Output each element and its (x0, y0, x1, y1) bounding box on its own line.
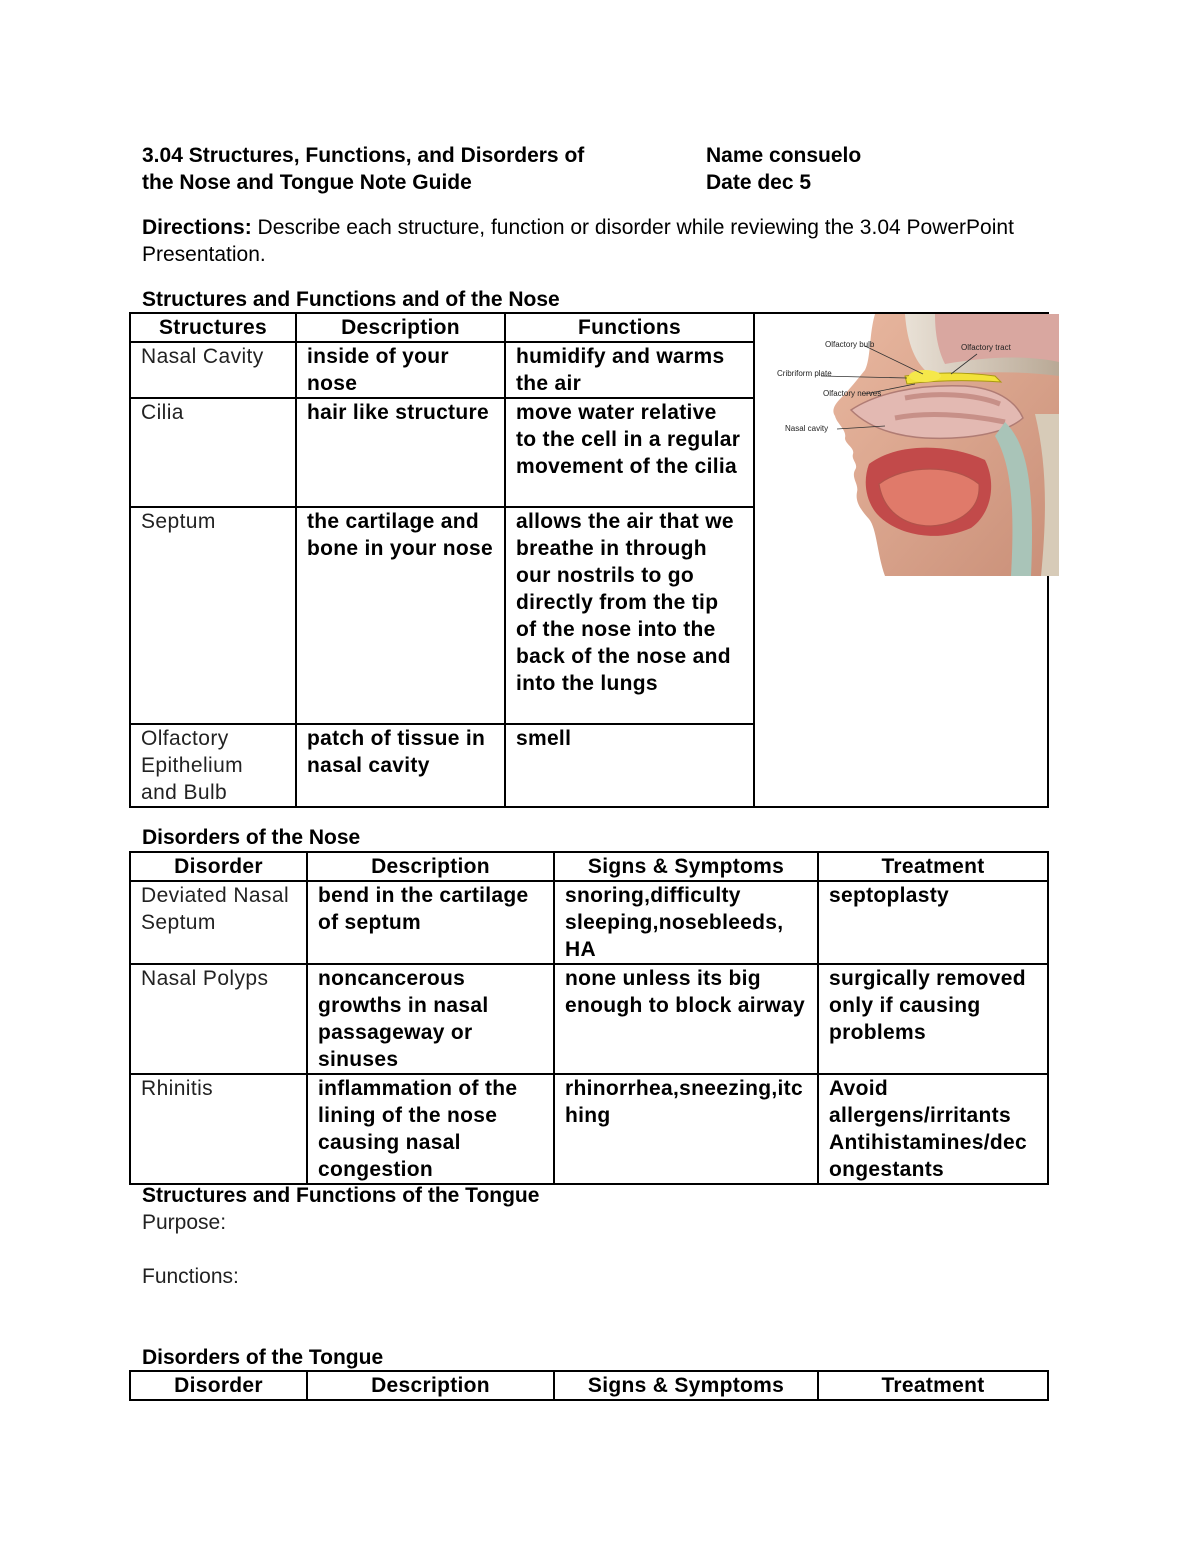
cell-description: bend in the cartilage of septum (307, 881, 554, 964)
cell-function: move water relative to the cell in a regular movement of the cilia (505, 398, 754, 507)
brain-tissue (935, 314, 1059, 364)
table-header-row (130, 313, 1048, 342)
col-header-description: Description (307, 1371, 554, 1400)
col-header-functions: Functions (505, 313, 754, 342)
diagram-label-nasal-cavity: Nasal cavity (785, 424, 829, 433)
cell-structure: Olfactory Epithelium and Bulb (130, 724, 296, 807)
cell-structure: Nasal Cavity (130, 342, 296, 398)
nose-structures-table (129, 312, 1049, 808)
cell-signs: rhinorrhea,sneezing,itching (554, 1074, 818, 1184)
cell-description: the cartilage and bone in your nose (296, 507, 505, 724)
cell-description: noncancerous growths in nasal passageway or sinuses (307, 964, 554, 1074)
directions-text: Describe each structure, function or disorder while reviewing the 3.04 PowerPoint Presentation. (142, 216, 1014, 266)
diagram-label-olfactory-nerves: Olfactory nerves (823, 389, 882, 398)
col-header-description: Description (296, 313, 505, 342)
table-row (130, 881, 1048, 964)
functions-label: Functions: (142, 1265, 239, 1288)
date-line: Date dec 5 (706, 171, 812, 194)
doc-title-line-1: 3.04 Structures, Functions, and Disorders of (142, 144, 585, 167)
cell-description: hair like structure (296, 398, 505, 507)
cell-disorder: Deviated Nasal Septum (130, 881, 307, 964)
cell-disorder: Nasal Polyps (130, 964, 307, 1074)
nose-diagram-cell (754, 313, 1048, 807)
nose-anatomy-diagram (765, 314, 1059, 576)
col-header-treatment: Treatment (818, 852, 1048, 881)
col-header-description: Description (307, 852, 554, 881)
col-header-signs: Signs & Symptoms (554, 852, 818, 881)
purpose-label: Purpose: (142, 1211, 227, 1234)
diagram-label-olfactory-tract: Olfactory tract (961, 343, 1011, 352)
cell-signs: none unless its big enough to block airway (554, 964, 818, 1074)
table-header-row (130, 1371, 1048, 1400)
cell-function: smell (505, 724, 754, 807)
cell-description: inside of your nose (296, 342, 505, 398)
cell-treatment: Avoid allergens/irritants Antihistamines/decongestants (818, 1074, 1048, 1184)
doc-title-line-2: the Nose and Tongue Note Guide (142, 171, 472, 194)
directions-label: Directions: (142, 216, 252, 239)
cell-function: allows the air that we breathe in through our nostrils to go directly from the tip of the nose into the back of the nose and into the lungs (505, 507, 754, 724)
diagram-label-olfactory-bulb: Olfactory bulb (825, 340, 875, 349)
cell-structure: Cilia (130, 398, 296, 507)
cell-description: patch of tissue in nasal cavity (296, 724, 505, 807)
col-header-signs: Signs & Symptoms (554, 1371, 818, 1400)
cell-signs: snoring,difficulty sleeping,nosebleeds, HA (554, 881, 818, 964)
student-name: Name consuelo (706, 144, 862, 167)
olfactory-bulb-shape (909, 370, 941, 382)
nose-structures-heading: Structures and Functions and of the Nose (142, 288, 560, 311)
nose-disorders-table (129, 851, 1049, 1185)
cell-disorder: Rhinitis (130, 1074, 307, 1184)
directions (142, 214, 1022, 268)
tongue-disorders-table (129, 1370, 1049, 1401)
col-header-disorder: Disorder (130, 852, 307, 881)
table-row (130, 1074, 1048, 1184)
diagram-label-cribriform-plate: Cribriform plate (777, 369, 832, 378)
col-header-disorder: Disorder (130, 1371, 307, 1400)
table-header-row (130, 852, 1048, 881)
table-row (130, 964, 1048, 1074)
tongue-structures-heading: Structures and Functions of the Tongue (142, 1184, 540, 1207)
cell-treatment: septoplasty (818, 881, 1048, 964)
cell-treatment: surgically removed only if causing problems (818, 964, 1048, 1074)
col-header-treatment: Treatment (818, 1371, 1048, 1400)
cell-structure: Septum (130, 507, 296, 724)
nose-disorders-heading: Disorders of the Nose (142, 826, 361, 849)
cell-description: inflammation of the lining of the nose causing nasal congestion (307, 1074, 554, 1184)
tongue-disorders-heading: Disorders of the Tongue (142, 1346, 384, 1369)
cell-function: humidify and warms the air (505, 342, 754, 398)
col-header-structures: Structures (130, 313, 296, 342)
